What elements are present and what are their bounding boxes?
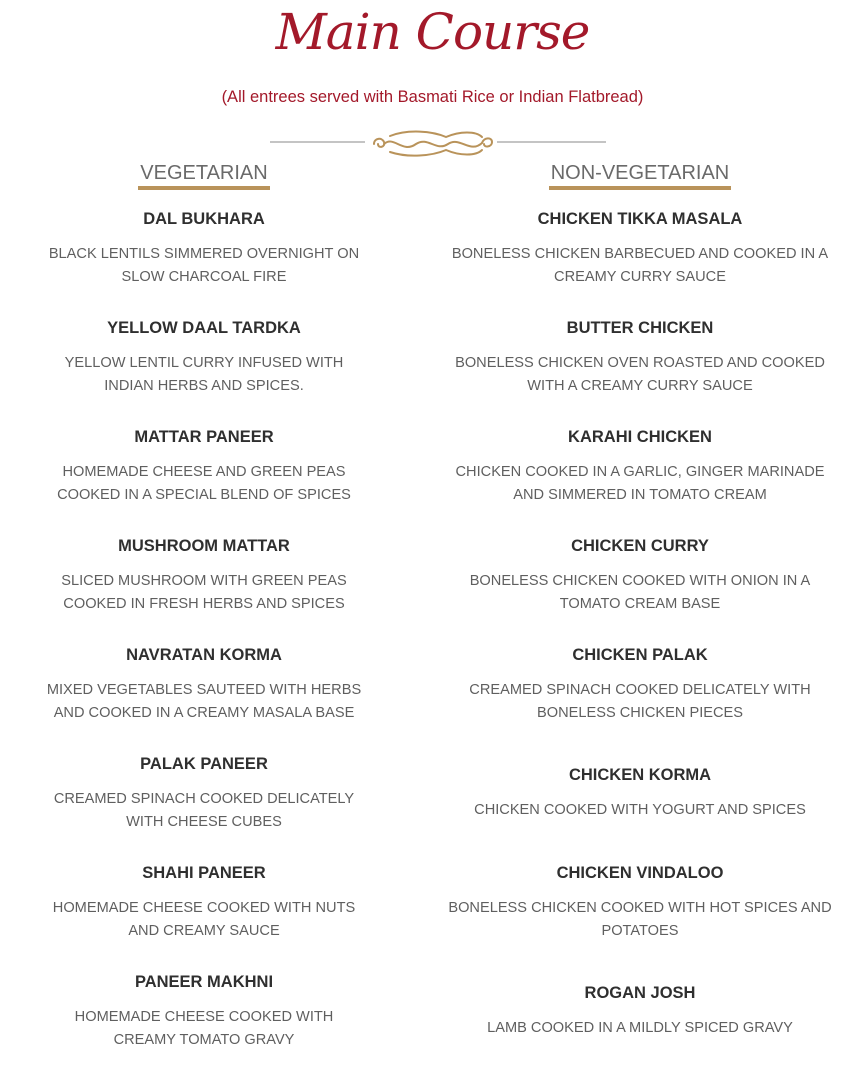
item-description-line: CREAMED SPINACH COOKED DELICATELY WITH	[469, 682, 811, 698]
item-description	[435, 570, 845, 616]
item-description	[435, 897, 845, 943]
item-description	[24, 461, 384, 507]
item-name: MATTAR PANEER	[134, 428, 274, 446]
item-description-line: HOMEMADE CHEESE COOKED WITH NUTS	[52, 900, 356, 916]
item-description-line: COOKED IN FRESH HERBS AND SPICES	[63, 596, 345, 612]
item-description-line: BONELESS CHICKEN OVEN ROASTED AND COOKED	[455, 355, 825, 371]
non-vegetarian-column	[435, 160, 845, 1036]
menu-item	[24, 645, 384, 725]
menu-item	[24, 318, 384, 398]
item-name: SHAHI PANEER	[142, 864, 266, 882]
item-description-line: MIXED VEGETABLES SAUTEED WITH HERBS	[46, 682, 362, 698]
item-name: ROGAN JOSH	[584, 984, 696, 1002]
item-description-line: BONELESS CHICKEN COOKED WITH ONION IN A	[469, 573, 811, 589]
item-description-line: CREAMY TOMATO GRAVY	[113, 1032, 295, 1048]
item-description-line: WITH A CREAMY CURRY SAUCE	[527, 378, 753, 394]
menu-item	[435, 765, 845, 822]
menu-item	[24, 754, 384, 834]
item-name: NAVRATAN KORMA	[126, 646, 282, 664]
item-description-line: HOMEMADE CHEESE COOKED WITH	[74, 1009, 334, 1025]
item-description-line: SLOW CHARCOAL FIRE	[121, 269, 287, 285]
item-name: CHICKEN VINDALOO	[556, 864, 724, 882]
item-name: YELLOW DAAL TARDKA	[107, 319, 301, 337]
item-description-line: BONELESS CHICKEN BARBECUED AND COOKED IN A	[451, 246, 829, 262]
item-description-line: CREAMED SPINACH COOKED DELICATELY	[53, 791, 355, 807]
vegetarian-column	[24, 160, 384, 1048]
menu-item	[435, 536, 845, 616]
item-description-line: AND CREAMY SAUCE	[128, 923, 280, 939]
item-description	[24, 570, 384, 616]
item-description-line: WITH CHEESE CUBES	[126, 814, 282, 830]
item-name: BUTTER CHICKEN	[566, 319, 714, 337]
menu-item	[435, 318, 845, 398]
item-description	[435, 243, 845, 289]
menu-item	[435, 863, 845, 943]
item-description-line: POTATOES	[601, 923, 679, 939]
item-description-line: BONELESS CHICKEN COOKED WITH HOT SPICES AND	[448, 900, 832, 916]
menu-item	[24, 427, 384, 507]
item-description-line: COOKED IN A SPECIAL BLEND OF SPICES	[57, 487, 351, 503]
item-description-line: BLACK LENTILS SIMMERED OVERNIGHT ON	[48, 246, 360, 262]
item-name: MUSHROOM MATTAR	[118, 537, 290, 555]
item-name: CHICKEN CURRY	[571, 537, 709, 555]
item-description-line: CHICKEN COOKED IN A GARLIC, GINGER MARINADE	[455, 464, 825, 480]
menu-item	[435, 983, 845, 1040]
item-name: CHICKEN KORMA	[568, 766, 712, 784]
item-description-line: CREAMY CURRY SAUCE	[554, 269, 726, 285]
item-description-line: SLICED MUSHROOM WITH GREEN PEAS	[61, 573, 347, 589]
menu-item	[24, 972, 384, 1052]
item-name: DAL BUKHARA	[143, 210, 265, 228]
item-description	[435, 461, 845, 507]
item-description	[24, 788, 384, 834]
item-name: PANEER MAKHNI	[134, 973, 274, 991]
menu-item	[24, 209, 384, 289]
menu-item	[24, 863, 384, 943]
item-description-line: INDIAN HERBS AND SPICES.	[104, 378, 304, 394]
item-description	[24, 897, 384, 943]
menu-item	[24, 536, 384, 616]
non-vegetarian-heading: NON-VEGETARIAN	[549, 160, 732, 190]
item-description	[435, 679, 845, 725]
item-description	[24, 1006, 384, 1052]
item-description	[435, 352, 845, 398]
menu-item	[435, 427, 845, 507]
page-subtitle: (All entrees served with Basmati Rice or Indian Flatbread)	[221, 88, 644, 106]
page-title: Main Course	[275, 3, 590, 61]
item-name: KARAHI CHICKEN	[568, 428, 712, 446]
menu-item	[435, 645, 845, 725]
item-name: CHICKEN PALAK	[572, 646, 708, 664]
item-description	[24, 679, 384, 725]
item-description-line: LAMB COOKED IN A MILDLY SPICED GRAVY	[487, 1020, 793, 1036]
ornament-divider-icon	[270, 125, 610, 161]
item-description-line: AND COOKED IN A CREAMY MASALA BASE	[53, 705, 355, 721]
item-description-line: BONELESS CHICKEN PIECES	[537, 705, 743, 721]
item-description	[24, 243, 384, 289]
item-description-line: TOMATO CREAM BASE	[559, 596, 721, 612]
item-description	[24, 352, 384, 398]
item-name: PALAK PANEER	[140, 755, 268, 773]
item-description	[435, 799, 845, 822]
vegetarian-heading: VEGETARIAN	[138, 160, 269, 190]
item-description-line: HOMEMADE CHEESE AND GREEN PEAS	[62, 464, 346, 480]
item-description	[435, 1017, 845, 1040]
item-description-line: CHICKEN COOKED WITH YOGURT AND SPICES	[474, 802, 806, 818]
item-name: CHICKEN TIKKA MASALA	[537, 210, 743, 228]
menu-item	[435, 209, 845, 289]
item-description-line: AND SIMMERED IN TOMATO CREAM	[513, 487, 767, 503]
item-description-line: YELLOW LENTIL CURRY INFUSED WITH	[64, 355, 344, 371]
